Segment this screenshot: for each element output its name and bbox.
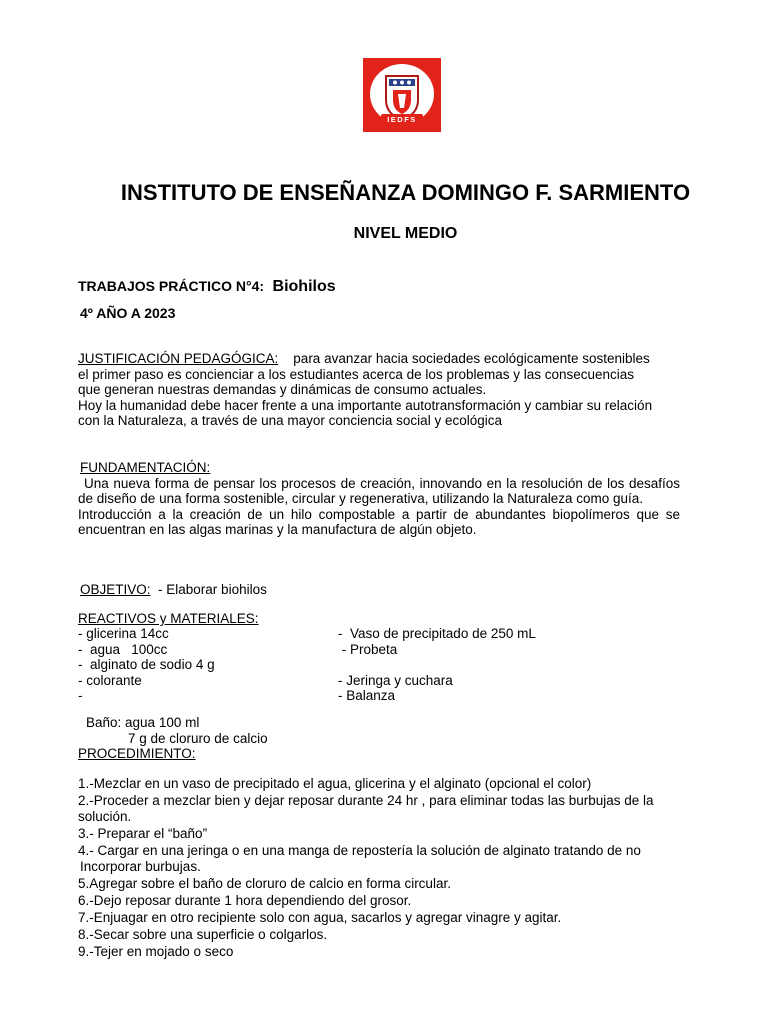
school-logo — [363, 58, 441, 132]
justificacion-line: que generan nuestras demandas y dinámicas de consumo actuales. — [78, 382, 487, 397]
logo-label: IEDFS — [387, 115, 417, 124]
assignment-line — [78, 278, 336, 296]
fundamentacion-section — [78, 460, 680, 538]
material-item: - agua 100cc — [78, 641, 168, 657]
institute-title: INSTITUTO DE ENSEÑANZA DOMINGO F. SARMIENTO — [120, 180, 691, 205]
procedimiento-step: 4.- Cargar en una jeringa o en una manga de repostería la solución de alginato tratando de no Incorporar burbujas. — [78, 842, 641, 874]
objetivo-text: - Elaborar biohilos — [158, 582, 267, 597]
level-subtitle: NIVEL MEDIO — [353, 225, 458, 242]
material-item: - — [78, 688, 83, 703]
procedimiento-step: 5.Agregar sobre el baño de cloruro de calcio en forma circular. — [78, 875, 451, 891]
bano-line-1: Baño: agua 100 ml — [86, 715, 200, 730]
justificacion-first-line — [78, 351, 680, 367]
material-item: - Jeringa y cuchara — [338, 672, 453, 688]
materiales-left-list — [78, 626, 215, 704]
procedimiento-step: 3.- Preparar el “baño” — [78, 825, 208, 841]
materiales-right-list — [338, 626, 536, 704]
fundamentacion-paragraph-2: Introducción a la creación de un hilo compostable a partir de abundantes biopolímeros que se encuentran en las algas marinas y la manufactura de algún objeto. — [78, 506, 680, 537]
justificacion-section — [78, 351, 680, 429]
procedimiento-step: 7.-Enjuagar en otro recipiente solo con agua, sacarlos y agregar vinagre y agitar. — [78, 909, 562, 925]
assignment-label: TRABAJOS PRÁCTICO N°4: — [78, 278, 265, 294]
assignment-topic: Biohilos — [272, 278, 336, 295]
objetivo-line — [80, 582, 267, 598]
course-year: 4º AÑO A 2023 — [80, 305, 176, 321]
procedimiento-heading: PROCEDIMIENTO: — [78, 746, 196, 761]
bano-line-2: 7 g de cloruro de calcio — [128, 731, 268, 746]
justificacion-line: Hoy la humanidad debe hacer frente a una importante autotransformación y cambiar su relación — [78, 397, 653, 413]
justificacion-heading: JUSTIFICACIÓN PEDAGÓGICA: — [78, 351, 279, 366]
material-item: - alginato de sodio 4 g — [78, 657, 215, 672]
material-item: - glicerina 14cc — [78, 626, 169, 641]
material-item — [338, 657, 536, 673]
fundamentacion-heading: FUNDAMENTACIÓN: — [80, 460, 211, 475]
fundamentacion-paragraph-1: Una nueva forma de pensar los procesos de creación, innovando en la resolución de los desafíos de diseño de una forma sostenible, circular y regenerativa, utilizando la Naturaleza como guía. — [78, 475, 680, 506]
justificacion-line: con la Naturaleza, a través de una mayor conciencia social y ecológica — [78, 413, 502, 428]
procedimiento-step: 2.-Proceder a mezclar bien y dejar reposar durante 24 hr , para eliminar todas las burbujas de la solución. — [78, 793, 654, 824]
material-item: - Vaso de precipitado de 250 mL — [338, 626, 536, 641]
procedimiento-list — [78, 776, 682, 961]
procedimiento-step: 1.-Mezclar en un vaso de precipitado el agua, glicerina y el alginato (opcional el color) — [78, 776, 592, 791]
material-item: - colorante — [78, 672, 142, 688]
procedimiento-step: 8.-Secar sobre una superficie o colgarlos. — [78, 927, 328, 943]
justificacion-lead: para avanzar hacia sociedades ecológicamente sostenibles — [293, 351, 650, 366]
materiales-heading: REACTIVOS y MATERIALES: — [78, 611, 259, 626]
material-item: - Probeta — [338, 641, 398, 657]
procedimiento-step: 9.-Tejer en mojado o seco — [78, 944, 234, 960]
objetivo-heading: OBJETIVO: — [80, 582, 151, 597]
justificacion-line: el primer paso es concienciar a los estudiantes acerca de los problemas y las consecuencias — [78, 366, 635, 382]
procedimiento-step: 6.-Dejo reposar durante 1 hora dependiendo del grosor. — [78, 892, 412, 908]
material-item: - Balanza — [338, 688, 396, 703]
